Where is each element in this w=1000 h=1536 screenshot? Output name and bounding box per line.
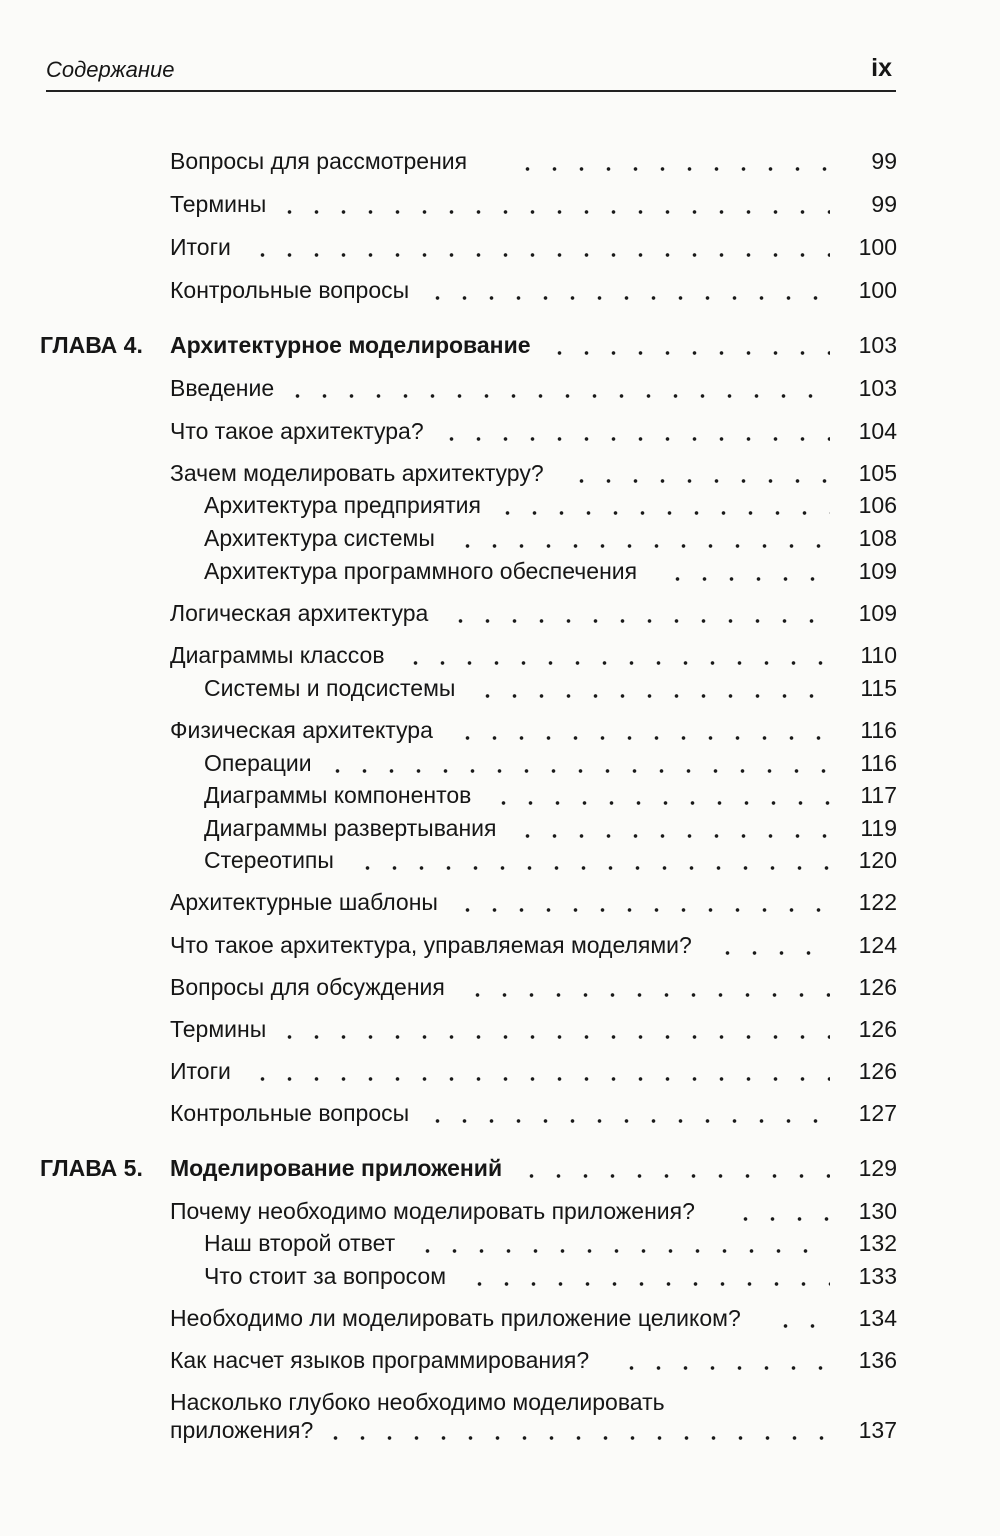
toc-entry-page: 117 bbox=[860, 782, 897, 808]
toc-entry-page: 120 bbox=[858, 847, 897, 873]
toc-entry-title: Диаграммы компонентов bbox=[204, 782, 472, 808]
toc-entry bbox=[0, 1389, 1000, 1445]
toc-entry-page: 132 bbox=[858, 1230, 897, 1256]
toc-entry-title: Введение bbox=[170, 375, 275, 401]
toc-entry-title: Контрольные вопросы bbox=[170, 1100, 410, 1126]
toc-entry-page: 116 bbox=[860, 717, 897, 743]
toc-entry bbox=[0, 148, 1000, 174]
toc-entry-page: 110 bbox=[860, 642, 897, 668]
toc-entry-page: 133 bbox=[858, 1263, 897, 1289]
toc-entry-title: Итоги bbox=[170, 1058, 231, 1084]
dot-leader bbox=[710, 932, 830, 958]
toc-subentry bbox=[0, 1230, 1000, 1256]
toc-entry-page: 100 bbox=[858, 234, 897, 260]
toc-entry bbox=[0, 375, 1000, 401]
chapter-entry bbox=[0, 332, 1000, 358]
toc-entry-title: Термины bbox=[170, 191, 267, 217]
toc-entry-page: 126 bbox=[858, 1016, 897, 1042]
toc-entry-title: Что такое архитектура, управляемая моделями? bbox=[170, 932, 692, 958]
toc-entry-title: Итоги bbox=[170, 234, 231, 260]
toc-entry-page: 109 bbox=[858, 600, 897, 626]
toc-entry-title: Физическая архитектура bbox=[170, 717, 433, 743]
toc-entry-title: Зачем моделировать архитектуру? bbox=[170, 460, 544, 486]
toc-entry-page: 100 bbox=[858, 277, 897, 303]
dot-leader bbox=[410, 1230, 830, 1256]
header-section-title: Содержание bbox=[46, 57, 175, 82]
dot-leader bbox=[450, 717, 830, 743]
toc-entry bbox=[0, 974, 1000, 1000]
toc-entry bbox=[0, 418, 1000, 444]
dot-leader bbox=[420, 1100, 830, 1126]
dot-leader bbox=[486, 782, 830, 808]
toc-subentry bbox=[0, 492, 1000, 518]
toc-entry-title: Как насчет языков программирования? bbox=[170, 1347, 590, 1373]
toc-entry-page: 124 bbox=[858, 932, 897, 958]
dot-leader bbox=[564, 460, 830, 486]
chapter-entry bbox=[0, 1155, 1000, 1181]
dot-leader bbox=[450, 525, 830, 551]
toc-entry-title: Наш второй ответ bbox=[204, 1230, 396, 1256]
dot-leader bbox=[420, 277, 830, 303]
toc-entry-page: 129 bbox=[858, 1155, 897, 1181]
toc-entry-title: Вопросы для рассмотрения bbox=[170, 148, 468, 174]
toc-entry-page: 99 bbox=[871, 191, 897, 217]
dot-leader bbox=[510, 815, 830, 841]
dot-leader bbox=[542, 332, 830, 358]
dot-leader bbox=[318, 1417, 830, 1443]
header-page-number: ix bbox=[871, 54, 892, 82]
toc-subentry bbox=[0, 675, 1000, 701]
toc-entry-page: 137 bbox=[858, 1417, 897, 1443]
toc-entry-page: 103 bbox=[858, 375, 897, 401]
dot-leader bbox=[272, 1016, 830, 1042]
dot-leader bbox=[350, 847, 830, 873]
toc-entry-title: Диаграммы классов bbox=[170, 642, 385, 668]
dot-leader bbox=[245, 1058, 830, 1084]
toc-entry bbox=[0, 717, 1000, 743]
toc-entry bbox=[0, 191, 1000, 217]
dot-leader bbox=[768, 1305, 830, 1331]
toc-entry-page: 108 bbox=[858, 525, 897, 551]
dot-leader bbox=[280, 375, 830, 401]
dot-leader bbox=[660, 558, 830, 584]
dot-leader bbox=[514, 1155, 830, 1181]
toc-entry-title: Системы и подсистемы bbox=[204, 675, 456, 701]
dot-leader bbox=[462, 1263, 830, 1289]
toc-entry bbox=[0, 1347, 1000, 1373]
toc-entry-page: 130 bbox=[858, 1198, 897, 1224]
toc-subentry bbox=[0, 847, 1000, 873]
toc-entry-title: Что стоит за вопросом bbox=[204, 1263, 447, 1289]
dot-leader bbox=[490, 492, 830, 518]
toc-entry-page: 134 bbox=[858, 1305, 897, 1331]
dot-leader bbox=[320, 750, 830, 776]
toc-entry bbox=[0, 932, 1000, 958]
chapter-number: ГЛАВА 5. bbox=[40, 1155, 143, 1181]
toc-entry bbox=[0, 600, 1000, 626]
toc-entry bbox=[0, 642, 1000, 668]
dot-leader bbox=[728, 1198, 830, 1224]
toc-entry-page: 116 bbox=[860, 750, 897, 776]
toc-entry-page: 126 bbox=[858, 1058, 897, 1084]
dot-leader bbox=[470, 675, 830, 701]
toc-entry-title: Почему необходимо моделировать приложения? bbox=[170, 1198, 695, 1224]
toc-entry-title: Диаграммы развертывания bbox=[204, 815, 497, 841]
toc-subentry bbox=[0, 558, 1000, 584]
toc-entry bbox=[0, 1100, 1000, 1126]
dot-leader bbox=[245, 234, 830, 260]
toc-entry-title: Операции bbox=[204, 750, 312, 776]
dot-leader bbox=[272, 191, 830, 217]
toc-entry-page: 126 bbox=[858, 974, 897, 1000]
toc-entry-title-continuation: приложения? bbox=[170, 1417, 314, 1443]
toc-subentry bbox=[0, 815, 1000, 841]
dot-leader bbox=[398, 642, 830, 668]
dot-leader bbox=[614, 1347, 830, 1373]
toc-entry-page: 122 bbox=[858, 889, 897, 915]
toc-entry-title: Необходимо ли моделировать приложение целиком? bbox=[170, 1305, 741, 1331]
toc-entry-page: 104 bbox=[858, 418, 897, 444]
toc-entry-page: 103 bbox=[858, 332, 897, 358]
toc-entry-title: Контрольные вопросы bbox=[170, 277, 410, 303]
toc-entry bbox=[0, 460, 1000, 486]
toc-entry-page: 106 bbox=[858, 492, 897, 518]
dot-leader bbox=[434, 418, 830, 444]
toc-entry-title: Архитектура программного обеспечения bbox=[204, 558, 638, 584]
toc-entry-title: Логическая архитектура bbox=[170, 600, 429, 626]
toc-entry-title: Архитектурные шаблоны bbox=[170, 889, 438, 915]
toc-entry-title: Насколько глубоко необходимо моделировать bbox=[170, 1389, 665, 1415]
dot-leader bbox=[510, 148, 830, 174]
toc-entry bbox=[0, 234, 1000, 260]
toc-entry-page: 136 bbox=[858, 1347, 897, 1373]
toc-entry bbox=[0, 1198, 1000, 1224]
toc-entry-title: Что такое архитектура? bbox=[170, 418, 424, 444]
dot-leader bbox=[450, 889, 830, 915]
toc-subentry bbox=[0, 782, 1000, 808]
toc-entry-title: Стереотипы bbox=[204, 847, 334, 873]
toc-subentry bbox=[0, 525, 1000, 551]
dot-leader bbox=[460, 974, 830, 1000]
toc-entry-title: Архитектура системы bbox=[204, 525, 435, 551]
toc-entry bbox=[0, 1058, 1000, 1084]
toc-entry bbox=[0, 1305, 1000, 1331]
toc-entry bbox=[0, 277, 1000, 303]
toc-subentry bbox=[0, 750, 1000, 776]
chapter-number: ГЛАВА 4. bbox=[40, 332, 143, 358]
chapter-title: Архитектурное моделирование bbox=[170, 332, 531, 358]
toc-entry-title: Термины bbox=[170, 1016, 267, 1042]
chapter-title: Моделирование приложений bbox=[170, 1155, 503, 1181]
toc-entry bbox=[0, 889, 1000, 915]
toc-entry-page: 99 bbox=[871, 148, 897, 174]
toc-subentry bbox=[0, 1263, 1000, 1289]
toc-entry-page: 109 bbox=[858, 558, 897, 584]
toc-entry-page: 115 bbox=[860, 675, 897, 701]
toc-entry-title: Вопросы для обсуждения bbox=[170, 974, 445, 1000]
dot-leader bbox=[443, 600, 830, 626]
toc-entry-title: Архитектура предприятия bbox=[204, 492, 481, 518]
toc-entry-page: 127 bbox=[858, 1100, 897, 1126]
toc-entry-page: 105 bbox=[858, 460, 897, 486]
toc-entry bbox=[0, 1016, 1000, 1042]
toc-entry-page: 119 bbox=[860, 815, 897, 841]
